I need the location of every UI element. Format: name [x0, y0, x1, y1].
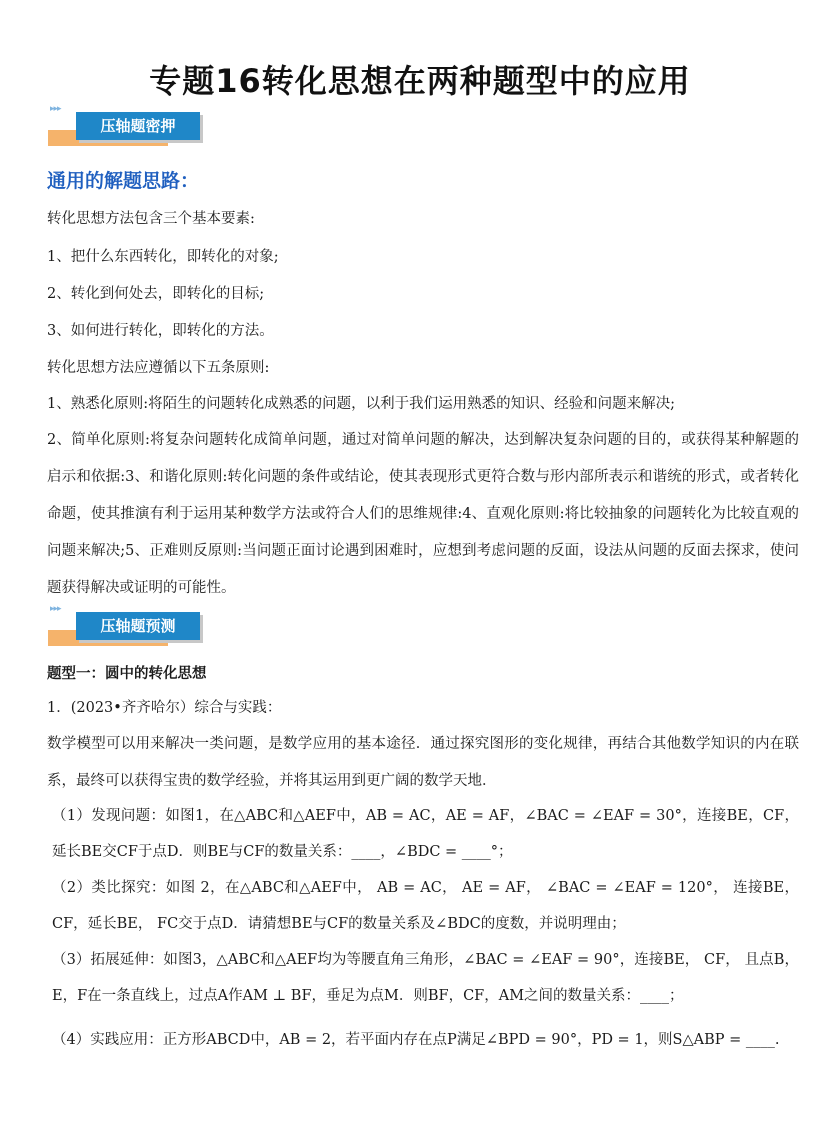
- banner-label: 压轴题预测: [76, 612, 200, 640]
- section-heading: 通用的解题思路：: [47, 170, 200, 192]
- problem-context: 数学模型可以用来解决一类问题，是数学应用的基本途径．通过探究图形的变化规律，再结合其他数学知识的内在联系，最终可以获得宝贵的数学经验，并将其运用到更广阔的数学天地．: [47, 736, 799, 789]
- intro-line: 转化思想方法包含三个基本要素:: [47, 211, 255, 227]
- section-banner-predict: [48, 604, 208, 654]
- question-type-heading: 题型一：圆中的转化思想: [47, 666, 207, 682]
- intro-line: 3、如何进行转化，即转化的方法。: [47, 323, 274, 339]
- problem-part-3: （3）拓展延伸：如图3，△ABC和△AEF均为等腰直角三角形，∠BAC = ∠EAF = 90°，连接BE， CF， 且点B，E，F在一条直线上，过点A作AM ⊥ BF，垂足为点M．则BF，CF，AM之间的数量关系：____；: [52, 952, 799, 1004]
- intro-line: 1、熟悉化原则:将陌生的问题转化成熟悉的问题，以利于我们运用熟悉的知识、经验和问题来解决;: [47, 396, 675, 412]
- page-title: 专题16转化思想在两种题型中的应用: [149, 62, 691, 100]
- problem-part-2: （2）类比探究：如图 2，在△ABC和△AEF中， AB = AC， AE = AF， ∠BAC = ∠EAF = 120°， 连接BE，CF，延长BE， FC交于点D．请猜想BE与CF的数量关系及∠BDC的度数，并说明理由；: [52, 880, 799, 932]
- problem-part-4: （4）实践应用：正方形ABCD中，AB = 2，若平面内存在点P满足∠BPD = 90°，PD = 1，则S△ABP = ____.: [52, 1032, 780, 1048]
- arrow-deco-icon: ▸▸▸: [50, 604, 61, 614]
- arrow-deco-icon: ▸▸▸: [50, 104, 61, 114]
- banner-label: 压轴题密押: [76, 112, 200, 140]
- problem-header: 1．(2023•齐齐哈尔）综合与实践：: [47, 700, 282, 716]
- section-banner-mock: [48, 104, 208, 154]
- problem-part-1: （1）发现问题：如图1，在△ABC和△AEF中，AB = AC，AE = AF，∠BAC = ∠EAF = 30°，连接BE，CF，延长BE交CF于点D．则BE与CF的数量关系：____，∠BDC = ____°；: [52, 808, 799, 860]
- intro-line: 2、转化到何处去，即转化的目标;: [47, 286, 265, 302]
- principles-paragraph: 2、简单化原则:将复杂问题转化成简单问题，通过对简单问题的解决，达到解决复杂问题的目的，或获得某种解题的启示和依据:3、和谐化原则:转化问题的条件或结论，使其表现形式更符合数与形内部所表示和谐统的形式，或者转化命题，使其推演有利于运用某种数学方法或符合人们的思维规律:4、直观化原则:将比较抽象的问题转化为比较直观的问题来解决;5、正难则反原则:当问题正面讨论遇到困难时，应想到考虑问题的反面，设法从问题的反面去探求，使问题获得解决或证明的可能性。: [47, 432, 799, 596]
- intro-line: 1、把什么东西转化，即转化的对象;: [47, 249, 279, 265]
- intro-line: 转化思想方法应遵循以下五条原则:: [47, 360, 270, 376]
